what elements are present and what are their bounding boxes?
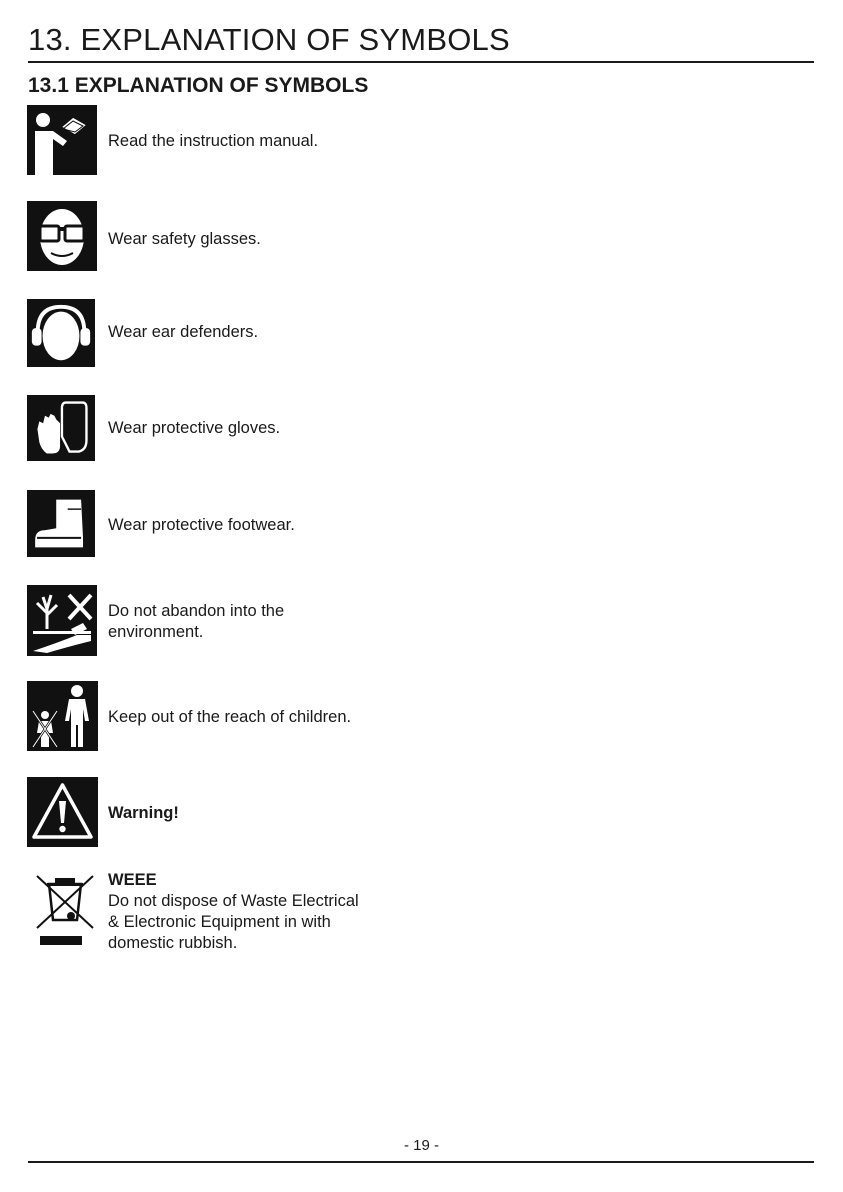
description-line: Wear protective footwear. <box>108 516 295 534</box>
description-line: Do not abandon into the <box>108 602 285 620</box>
symbol-row-protective-footwear <box>27 490 447 562</box>
ear-defenders-icon <box>27 299 95 367</box>
symbol-description <box>108 707 351 728</box>
description-line: Wear safety glasses. <box>108 230 261 248</box>
symbol-row-environment <box>27 585 447 657</box>
symbol-description <box>108 515 295 536</box>
page-title: 13. EXPLANATION OF SYMBOLS <box>28 22 510 57</box>
symbol-description <box>108 131 318 152</box>
symbol-description <box>108 803 179 824</box>
footer-divider <box>28 1161 814 1163</box>
description-line: Keep out of the reach of children. <box>108 708 352 726</box>
read-manual-icon <box>27 105 97 175</box>
symbol-description <box>108 322 258 343</box>
symbol-row-keep-away-children <box>27 681 447 753</box>
description-line: domestic rubbish. <box>108 934 238 952</box>
symbol-description <box>108 870 359 954</box>
warning-icon <box>27 777 98 847</box>
symbol-row-read-manual <box>27 105 447 177</box>
environment-icon <box>27 585 97 656</box>
description-line: Wear ear defenders. <box>108 323 259 341</box>
description-line: Do not dispose of Waste Electrical <box>108 892 359 910</box>
symbol-row-weee <box>27 870 447 960</box>
description-line: Wear protective gloves. <box>108 419 281 437</box>
symbol-description <box>108 601 284 643</box>
symbol-description <box>108 229 261 250</box>
symbol-row-safety-glasses <box>27 201 447 273</box>
description-line: environment. <box>108 623 204 641</box>
weee-bin-icon <box>35 872 95 952</box>
symbol-row-ear-defenders <box>27 299 447 371</box>
protective-footwear-icon <box>27 490 95 557</box>
safety-glasses-icon <box>27 201 97 271</box>
symbol-row-warning <box>27 777 447 849</box>
keep-away-children-icon <box>27 681 98 751</box>
page-number: - 19 - <box>403 1137 439 1154</box>
symbol-description <box>108 418 280 439</box>
section-title: 13.1 EXPLANATION OF SYMBOLS <box>28 74 369 97</box>
description-heading: WEEE <box>108 871 157 889</box>
description-line: Warning! <box>108 804 179 822</box>
description-line: Read the instruction manual. <box>108 132 319 150</box>
title-divider <box>28 61 814 63</box>
symbol-row-protective-gloves <box>27 395 447 467</box>
description-line: & Electronic Equipment in with <box>108 913 331 931</box>
protective-gloves-icon <box>27 395 95 461</box>
